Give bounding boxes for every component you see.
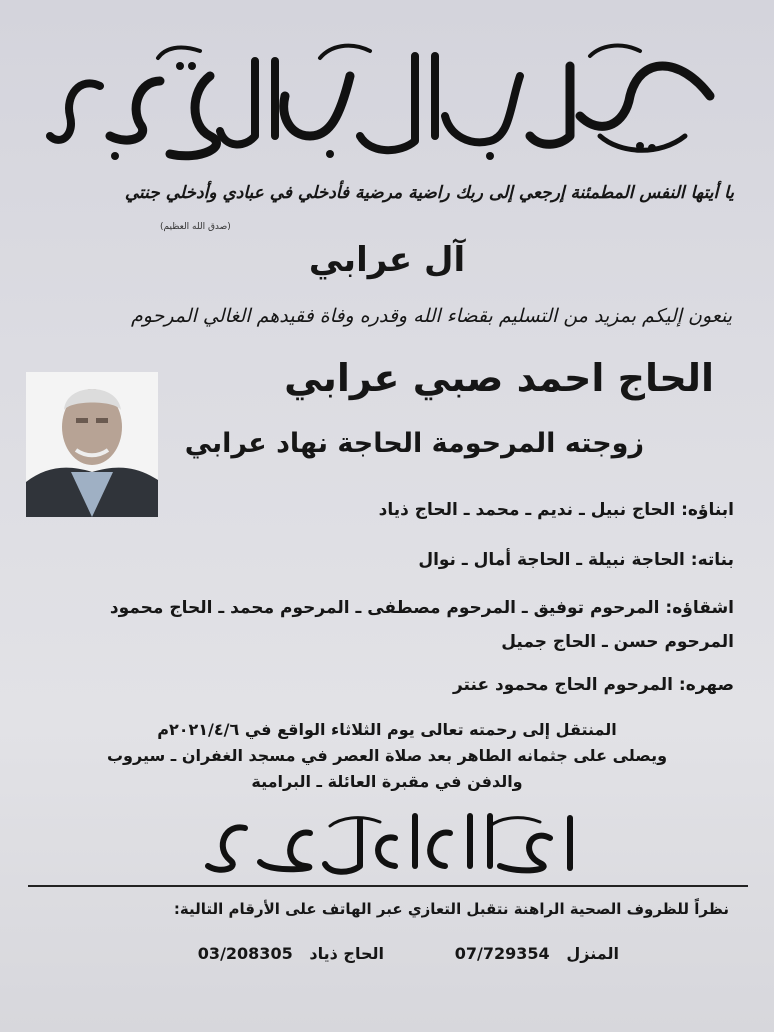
contact-phone: [198, 944, 384, 963]
brothers-line-1: اشقاؤه: المرحوم توفيق ـ المرحوم مصطفى ـ المرحوم محمد ـ الحاج محمود: [109, 598, 734, 618]
footer-calligraphy: [200, 808, 590, 880]
header-calligraphy: [40, 36, 730, 176]
home-phone: [455, 944, 619, 963]
wife-name: زوجته المرحومة الحاجة نهاد عرابي: [184, 428, 644, 459]
announcement-text: ينعون إليكم بمزيد من التسليم بقضاء الله وقدره وفاة فقيدهم الغالي المرحوم: [131, 305, 732, 327]
contact-phone-number: 03/208305: [197, 944, 293, 963]
family-name: آل عرابي: [308, 240, 466, 280]
home-phone-number: 07/729354: [454, 944, 550, 963]
home-phone-label: المنزل: [566, 944, 619, 963]
deceased-portrait: [26, 372, 158, 517]
in-law-line: صهره: المرحوم الحاج محمود عنتر: [452, 675, 734, 695]
verse-source: (صدق الله العظيم): [160, 222, 231, 232]
deceased-name: الحاج احمد صبي عرابي: [284, 356, 714, 400]
footer-divider: [28, 885, 748, 887]
sons-line: ابناؤه: الحاج نبيل ـ نديم ـ محمد ـ الحاج ذياد: [378, 500, 734, 520]
funeral-date: المنتقل إلى رحمته تعالى يوم الثلاثاء الواقع في ٢٠٢١/٤/٦م: [157, 720, 617, 739]
funeral-prayer: ويصلى على جثمانه الطاهر بعد صلاة العصر في مسجد الغفران ـ سيروب: [106, 746, 668, 765]
contact-phone-label: الحاج ذياد: [309, 944, 384, 963]
brothers-line-2: المرحوم حسن ـ الحاج جميل: [501, 632, 734, 652]
daughters-line: بناته: الحاجة نبيلة ـ الحاجة أمال ـ نوال: [418, 550, 734, 570]
quran-verse: يا أيتها النفس المطمئنة إرجعي إلى ربك راضية مرضية فأدخلي في عبادي وأدخلي جنتي: [124, 183, 734, 203]
funeral-burial: والدفن في مقبرة العائلة ـ البرامية: [251, 772, 523, 791]
phone-notice: نظراً للظروف الصحية الراهنة نتقبل التعازي عبر الهاتف على الأرقام التالية:: [173, 900, 729, 918]
